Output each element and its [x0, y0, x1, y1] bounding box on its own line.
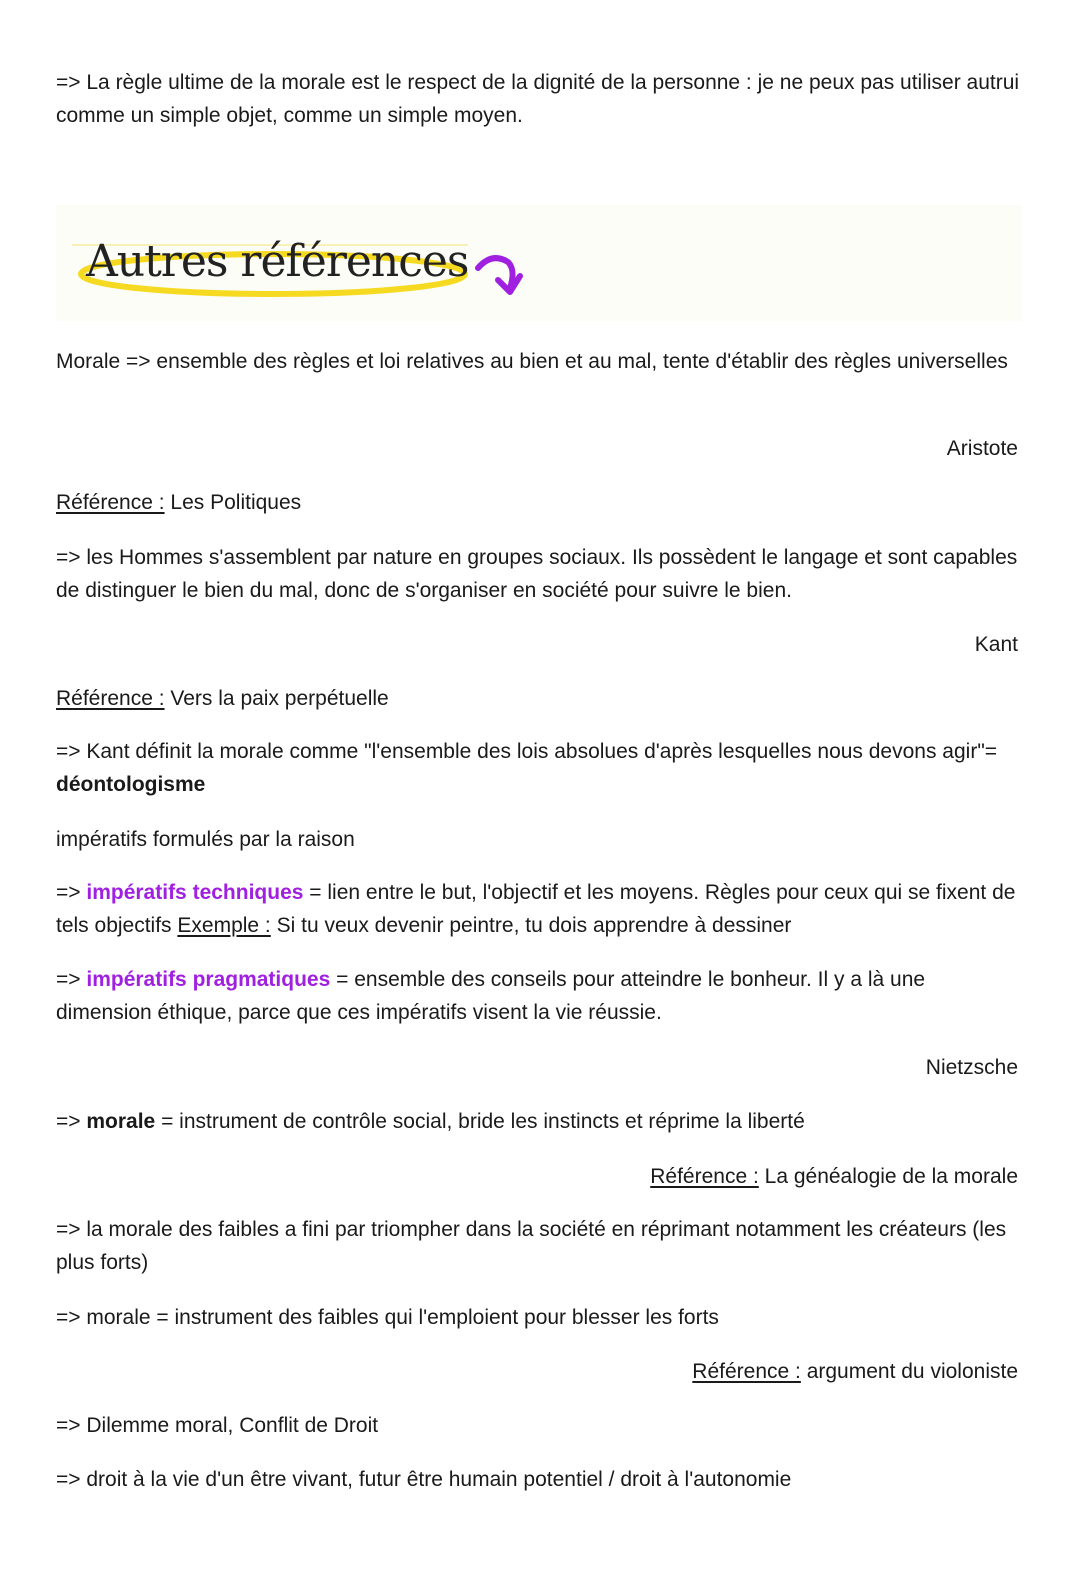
- reference-violinist: [692, 1355, 1018, 1388]
- reference-title: argument du violoniste: [806, 1360, 1018, 1383]
- arrow-text: =>: [56, 968, 81, 991]
- body-text: = lien entre le but, l'objectif et les moyens. Règles pour ceux qui se fixent de tels objectifs: [56, 881, 1016, 937]
- highlighted-term: impératifs pragmatiques: [86, 968, 331, 991]
- pragmatic-imperatives: [56, 963, 1026, 1029]
- reference-label: Référence :: [56, 491, 165, 514]
- technical-imperatives: [56, 876, 1026, 942]
- reference-title: Vers la paix perpétuelle: [170, 687, 389, 710]
- highlighted-term: impératifs techniques: [86, 881, 304, 904]
- section-title: Autres références: [86, 236, 469, 287]
- body-text: = instrument de contrôle social, bride les instincts et réprime la liberté: [155, 1110, 805, 1133]
- definition-text: => Kant définit la morale comme "l'ensemble des lois absolues d'après lesquelles nous devons agir"=: [56, 740, 998, 763]
- bold-term: déontologisme: [56, 773, 206, 796]
- nietzsche-weak-text: => la morale des faibles a fini par triompher dans la société en réprimant notamment les créateurs (les plus forts): [56, 1218, 1007, 1274]
- reference-label: Référence :: [650, 1165, 759, 1188]
- arrow-text: =>: [56, 881, 81, 904]
- arrow-text: =>: [56, 71, 81, 94]
- aristote-text: => les Hommes s'assemblent par nature en groupes sociaux. Ils possèdent le langage et sont capables de distinguer le bien du mal, donc de s'organiser en société pour suivre le bien.: [56, 546, 1018, 602]
- author-kant: Kant: [974, 633, 1018, 656]
- curved-arrow-icon: [472, 250, 532, 300]
- author-aristote: Aristote: [946, 437, 1018, 460]
- yellow-highlight-icon: [0, 0, 1080, 340]
- reference-aristote: [56, 486, 1026, 519]
- morale-definition: Morale => ensemble des règles et loi relatives au bien et au mal, tente d'établir des règles universelles: [56, 350, 1008, 373]
- reference-kant: [56, 682, 1026, 715]
- bold-term: morale: [86, 1110, 156, 1133]
- example-text: Si tu veux devenir peintre, tu dois apprendre à dessiner: [270, 914, 792, 937]
- kant-definition: [56, 735, 1026, 801]
- nietzsche-instrument-text: => morale = instrument des faibles qui l'emploient pour blesser les forts: [56, 1306, 719, 1329]
- dilemma-text: => Dilemme moral, Conflit de Droit: [56, 1414, 379, 1437]
- reference-title: La généalogie de la morale: [764, 1165, 1018, 1188]
- imperatives-intro: impératifs formulés par la raison: [56, 828, 355, 851]
- body-text: = ensemble des conseils pour atteindre le bonheur. Il y a là une dimension éthique, parce que ces impératifs visent la vie réussie.: [56, 968, 926, 1024]
- author-nietzsche: Nietzsche: [925, 1056, 1018, 1079]
- nietzsche-morale: [56, 1105, 1026, 1138]
- arrow-text: =>: [56, 1110, 81, 1133]
- reference-title: Les Politiques: [170, 491, 302, 514]
- example-label: Exemple :: [177, 914, 271, 937]
- intro-text: La règle ultime de la morale est le respect de la dignité de la personne : je ne peux pas utiliser autrui comme un simple objet, comme un simple moyen.: [56, 71, 1020, 127]
- reference-label: Référence :: [692, 1360, 801, 1383]
- rights-text: => droit à la vie d'un être vivant, futur être humain potentiel / droit à l'autonomie: [56, 1468, 792, 1491]
- reference-label: Référence :: [56, 687, 165, 710]
- reference-nietzsche: [650, 1160, 1018, 1193]
